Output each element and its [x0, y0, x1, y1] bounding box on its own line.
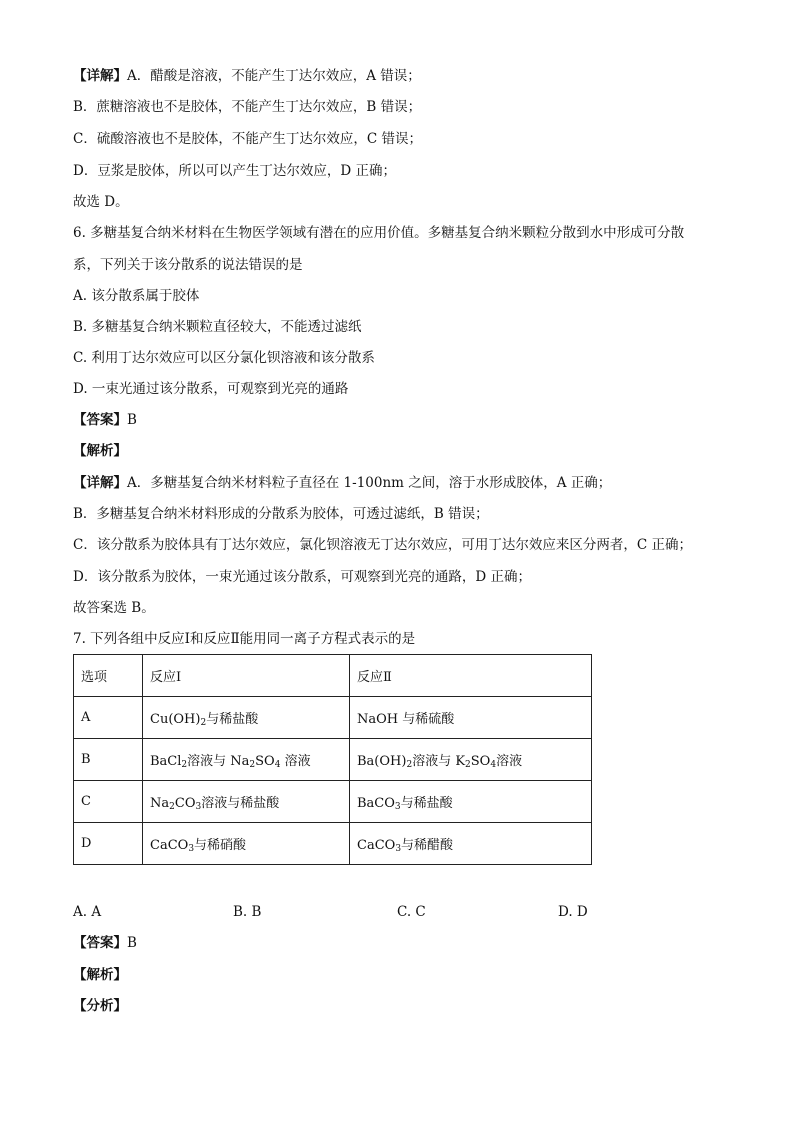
prev-detail-line-2: B．蔗糖溶液也不是胶体，不能产生丁达尔效应，B 错误；	[73, 99, 422, 115]
reaction-1-cell: $Na_2CO_3$溶液与稀盐酸	[143, 781, 350, 823]
q6-analysis-tag: 【解析】	[73, 443, 127, 459]
header-cell-reaction-2: 反应Ⅱ	[350, 655, 592, 697]
q6-conclusion: 故答案选 B。	[73, 600, 155, 616]
answer-value: B	[127, 935, 137, 951]
q6-option-a: A. 该分散系属于胶体	[73, 288, 200, 304]
q7-stem: 7. 下列各组中反应Ⅰ和反应Ⅱ能用同一离子方程式表示的是	[73, 631, 416, 647]
q6-answer	[73, 410, 137, 430]
q6-option-d: D. 一束光通过该分散系，可观察到光亮的通路	[73, 381, 349, 397]
q7-answer	[73, 933, 137, 953]
q6-detail-line-2: B．多糖基复合纳米材料形成的分散系为胶体，可透过滤纸，B 错误；	[73, 506, 489, 522]
answer-tag: 【答案】	[73, 935, 127, 951]
q7-reaction-table	[73, 654, 592, 865]
option-cell: B	[74, 739, 143, 781]
q6-stem-line-1: 6. 多糖基复合纳米材料在生物医学领域有潜在的应用价值。多糖基复合纳米颗粒分散到水中形成可分散	[73, 225, 685, 241]
q6-detail-line-4: D．该分散系为胶体，一束光通过该分散系，可观察到光亮的通路，D 正确；	[73, 569, 531, 585]
detail-tag: 【详解】	[73, 475, 127, 491]
table-row	[74, 823, 592, 865]
option-cell: C	[74, 781, 143, 823]
q7-choice-b: B. B	[233, 904, 262, 920]
option-cell: D	[74, 823, 143, 865]
q6-stem-line-2: 系，下列关于该分散系的说法错误的是	[73, 257, 303, 273]
detail-tag: 【详解】	[73, 68, 127, 84]
reaction-2-cell: NaOH 与稀硫酸	[350, 697, 592, 739]
header-cell-option: 选项	[74, 655, 143, 697]
reaction-1-cell: $Cu(OH)_2$与稀盐酸	[143, 697, 350, 739]
reaction-1-cell: CaCO$_3$与稀硝酸	[143, 823, 350, 865]
reaction-1-cell: BaCl$_2$溶液与 $Na_2SO_4$ 溶液	[143, 739, 350, 781]
q7-fenxi-tag: 【分析】	[73, 998, 127, 1014]
reaction-2-cell: $Ba(OH)_2$溶液与 $K_2SO_4$溶液	[350, 739, 592, 781]
prev-detail-line-1	[73, 66, 421, 86]
prev-detail-line-3: C．硫酸溶液也不是胶体，不能产生丁达尔效应，C 错误；	[73, 131, 422, 147]
q7-choice-c: C. C	[397, 904, 426, 920]
q6-detail-line-3: C．该分散系为胶体具有丁达尔效应，氯化钡溶液无丁达尔效应，可用丁达尔效应来区分两者，C 正确；	[73, 537, 692, 553]
detail-text: A．醋酸是溶液，不能产生丁达尔效应，A 错误；	[127, 68, 421, 84]
q6-option-c: C. 利用丁达尔效应可以区分氯化钡溶液和该分散系	[73, 350, 375, 366]
option-cell: A	[74, 697, 143, 739]
q6-option-b: B. 多糖基复合纳米颗粒直径较大，不能透过滤纸	[73, 319, 362, 335]
table-row	[74, 739, 592, 781]
detail-text: A．多糖基复合纳米材料粒子直径在 1-100nm 之间，溶于水形成胶体，A 正确；	[127, 475, 612, 491]
prev-conclusion: 故选 D。	[73, 194, 129, 210]
reaction-2-cell: CaCO$_3$与稀醋酸	[350, 823, 592, 865]
table-row	[74, 781, 592, 823]
q7-choice-d: D. D	[558, 904, 588, 920]
q7-choice-a: A. A	[73, 904, 102, 920]
answer-value: B	[127, 412, 137, 428]
reaction-2-cell: BaCO$_3$与稀盐酸	[350, 781, 592, 823]
answer-tag: 【答案】	[73, 412, 127, 428]
header-cell-reaction-1: 反应Ⅰ	[143, 655, 350, 697]
table-row	[74, 697, 592, 739]
q7-analysis-tag: 【解析】	[73, 967, 127, 983]
table-header-row	[74, 655, 592, 697]
prev-detail-line-4: D．豆浆是胶体，所以可以产生丁达尔效应，D 正确；	[73, 163, 396, 179]
q6-detail-line-1	[73, 473, 611, 493]
